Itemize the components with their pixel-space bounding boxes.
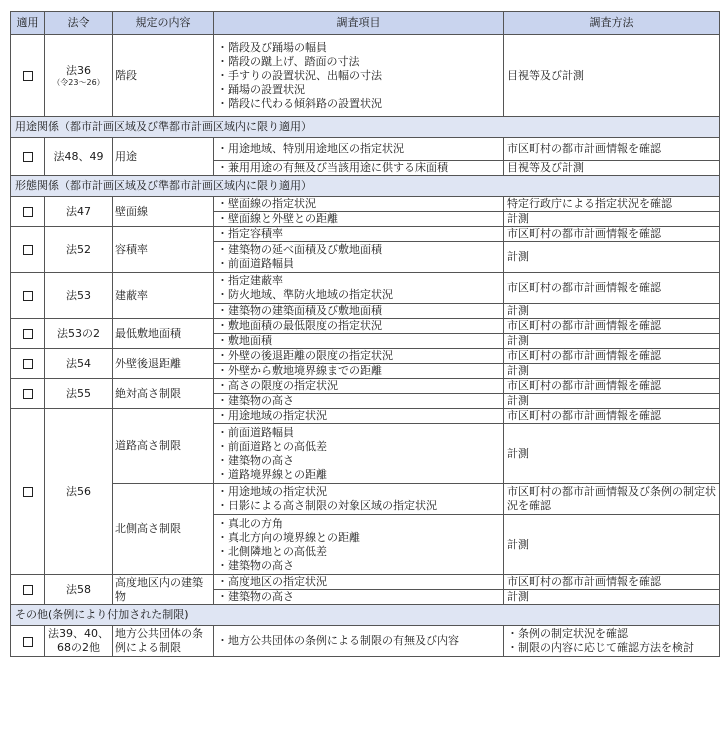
list-item: ・建築物の高さ bbox=[217, 558, 294, 572]
list-item: ・日影による高さ制限の対象区域の指定状況 bbox=[217, 499, 437, 512]
content: 建蔽率 bbox=[113, 273, 214, 319]
method: 計測 bbox=[504, 242, 720, 273]
list-item: ・壁面線の指定状況 bbox=[214, 197, 504, 212]
table-row bbox=[11, 138, 720, 161]
table-row bbox=[11, 35, 720, 117]
table-row bbox=[11, 319, 720, 334]
list-item: ・用途地域、特別用途地区の指定状況 bbox=[214, 138, 504, 161]
content: 最低敷地面積 bbox=[113, 319, 214, 349]
header-content: 規定の内容 bbox=[113, 12, 214, 35]
header-apply: 適用 bbox=[11, 12, 45, 35]
method: 目視等及び計測 bbox=[504, 35, 720, 117]
method: 市区町村の都市計画情報を確認 bbox=[504, 138, 720, 161]
method: 市区町村の都市計画情報及び条例の制定状況を確認 bbox=[504, 484, 720, 515]
section-row bbox=[11, 176, 720, 197]
checkbox[interactable] bbox=[23, 585, 33, 595]
list-item: ・壁面線と外壁との距離 bbox=[214, 212, 504, 227]
list-item: ・建築物の延べ面積及び敷地面積 bbox=[217, 243, 382, 256]
list-item: ・階段に代わる傾斜路の設置状況 bbox=[217, 96, 382, 110]
law: 法56 bbox=[45, 409, 113, 575]
content: 外壁後退距離 bbox=[113, 349, 214, 379]
law: 法53 bbox=[45, 273, 113, 319]
law: 法53の2 bbox=[45, 319, 113, 349]
law: 法55 bbox=[45, 379, 113, 409]
list-item: ・前面道路幅員 bbox=[217, 257, 294, 270]
law: 法52 bbox=[45, 227, 113, 273]
content: 容積率 bbox=[113, 227, 214, 273]
header-law: 法令 bbox=[45, 12, 113, 35]
list-item: ・指定容積率 bbox=[214, 227, 504, 242]
table-row bbox=[11, 349, 720, 364]
content: 道路高さ制限 bbox=[113, 409, 214, 484]
method: 市区町村の都市計画情報を確認 bbox=[504, 409, 720, 424]
law: 法36 bbox=[66, 63, 91, 77]
method: ・制限の内容に応じて確認方法を検討 bbox=[507, 641, 694, 654]
list-item: ・前面道路との高低差 bbox=[217, 439, 327, 453]
table-row bbox=[11, 273, 720, 304]
checkbox[interactable] bbox=[23, 71, 33, 81]
method: 特定行政庁による指定状況を確認 bbox=[504, 197, 720, 212]
table-row bbox=[11, 197, 720, 212]
section-row bbox=[11, 605, 720, 626]
content: 階段 bbox=[113, 35, 214, 117]
list-item: ・高度地区の指定状況 bbox=[214, 575, 504, 590]
method: 計測 bbox=[504, 304, 720, 319]
law-note: （令23～26） bbox=[52, 77, 105, 87]
list-item: ・外壁から敷地境界線までの距離 bbox=[214, 364, 504, 379]
list-item: ・指定建蔽率 bbox=[217, 274, 283, 287]
checkbox[interactable] bbox=[23, 207, 33, 217]
method: 市区町村の都市計画情報を確認 bbox=[504, 319, 720, 334]
section-form: 形態関係（都市計画区域及び準都市計画区域内に限り適用） bbox=[11, 176, 720, 197]
table-row bbox=[11, 409, 720, 424]
content: 用途 bbox=[113, 138, 214, 176]
content: 地方公共団体の条例による制限 bbox=[113, 626, 214, 657]
list-item: ・防火地域、準防火地域の指定状況 bbox=[217, 288, 393, 301]
checkbox[interactable] bbox=[23, 152, 33, 162]
table-row bbox=[11, 379, 720, 394]
header-items: 調査項目 bbox=[214, 12, 504, 35]
checkbox[interactable] bbox=[23, 389, 33, 399]
checkbox[interactable] bbox=[23, 359, 33, 369]
law: 法58 bbox=[45, 575, 113, 605]
method: 計測 bbox=[504, 590, 720, 605]
method: 市区町村の都市計画情報を確認 bbox=[504, 379, 720, 394]
list-item: ・外壁の後退距離の限度の指定状況 bbox=[214, 349, 504, 364]
list-item: ・用途地域の指定状況 bbox=[217, 485, 327, 498]
law: 法47 bbox=[45, 197, 113, 227]
method: 市区町村の都市計画情報を確認 bbox=[504, 575, 720, 590]
method: 市区町村の都市計画情報を確認 bbox=[504, 349, 720, 364]
list-item: ・建築物の高さ bbox=[217, 453, 294, 467]
checkbox[interactable] bbox=[23, 245, 33, 255]
section-row bbox=[11, 117, 720, 138]
content: 壁面線 bbox=[113, 197, 214, 227]
method: ・条例の制定状況を確認 bbox=[507, 627, 628, 640]
method: 計測 bbox=[504, 334, 720, 349]
inspection-table bbox=[10, 11, 720, 657]
list-item: ・北側隣地との高低差 bbox=[217, 544, 327, 558]
checkbox[interactable] bbox=[23, 329, 33, 339]
method: 計測 bbox=[504, 394, 720, 409]
section-use: 用途関係（都市計画区域及び準都市計画区域内に限り適用） bbox=[11, 117, 720, 138]
checkbox[interactable] bbox=[23, 637, 33, 647]
list-item: ・道路境界線との距離 bbox=[217, 467, 327, 481]
list-item: ・用途地域の指定状況 bbox=[214, 409, 504, 424]
list-item: ・踊場の設置状況 bbox=[217, 82, 305, 96]
content: 北側高さ制限 bbox=[113, 484, 214, 575]
method: 計測 bbox=[504, 515, 720, 575]
table-row bbox=[11, 575, 720, 590]
checkbox[interactable] bbox=[23, 487, 33, 497]
list-item: ・建築物の高さ bbox=[214, 394, 504, 409]
list-item: ・敷地面積 bbox=[214, 334, 504, 349]
list-item: ・真北方向の境界線との距離 bbox=[217, 530, 360, 544]
list-item: ・真北の方角 bbox=[217, 516, 283, 530]
list-item: ・階段の蹴上げ、踏面の寸法 bbox=[217, 54, 360, 68]
method: 計測 bbox=[504, 212, 720, 227]
method: 目視等及び計測 bbox=[504, 161, 720, 176]
law: 法39、40、68の2他 bbox=[45, 626, 113, 657]
section-other: その他(条例により付加された制限) bbox=[11, 605, 720, 626]
checkbox[interactable] bbox=[23, 291, 33, 301]
content: 高度地区内の建築物 bbox=[113, 575, 214, 605]
list-item: ・建築物の高さ bbox=[214, 590, 504, 605]
law: 法48、49 bbox=[45, 138, 113, 176]
table-row bbox=[11, 227, 720, 242]
method: 計測 bbox=[504, 364, 720, 379]
header-method: 調査方法 bbox=[504, 12, 720, 35]
list-item: ・階段及び踊場の幅員 bbox=[217, 40, 327, 54]
content: 絶対高さ制限 bbox=[113, 379, 214, 409]
table-row bbox=[11, 626, 720, 657]
table-row bbox=[11, 484, 720, 515]
header-row bbox=[11, 12, 720, 35]
law: 法54 bbox=[45, 349, 113, 379]
method: 市区町村の都市計画情報を確認 bbox=[504, 273, 720, 304]
list-item: ・敷地面積の最低限度の指定状況 bbox=[214, 319, 504, 334]
list-item: ・建築物の建築面積及び敷地面積 bbox=[214, 304, 504, 319]
list-item: ・地方公共団体の条例による制限の有無及び内容 bbox=[214, 626, 504, 657]
method: 市区町村の都市計画情報を確認 bbox=[504, 227, 720, 242]
list-item: ・手すりの設置状況、出幅の寸法 bbox=[217, 68, 382, 82]
list-item: ・前面道路幅員 bbox=[217, 425, 294, 439]
list-item: ・高さの限度の指定状況 bbox=[214, 379, 504, 394]
method: 計測 bbox=[504, 424, 720, 484]
list-item: ・兼用用途の有無及び当該用途に供する床面積 bbox=[214, 161, 504, 176]
